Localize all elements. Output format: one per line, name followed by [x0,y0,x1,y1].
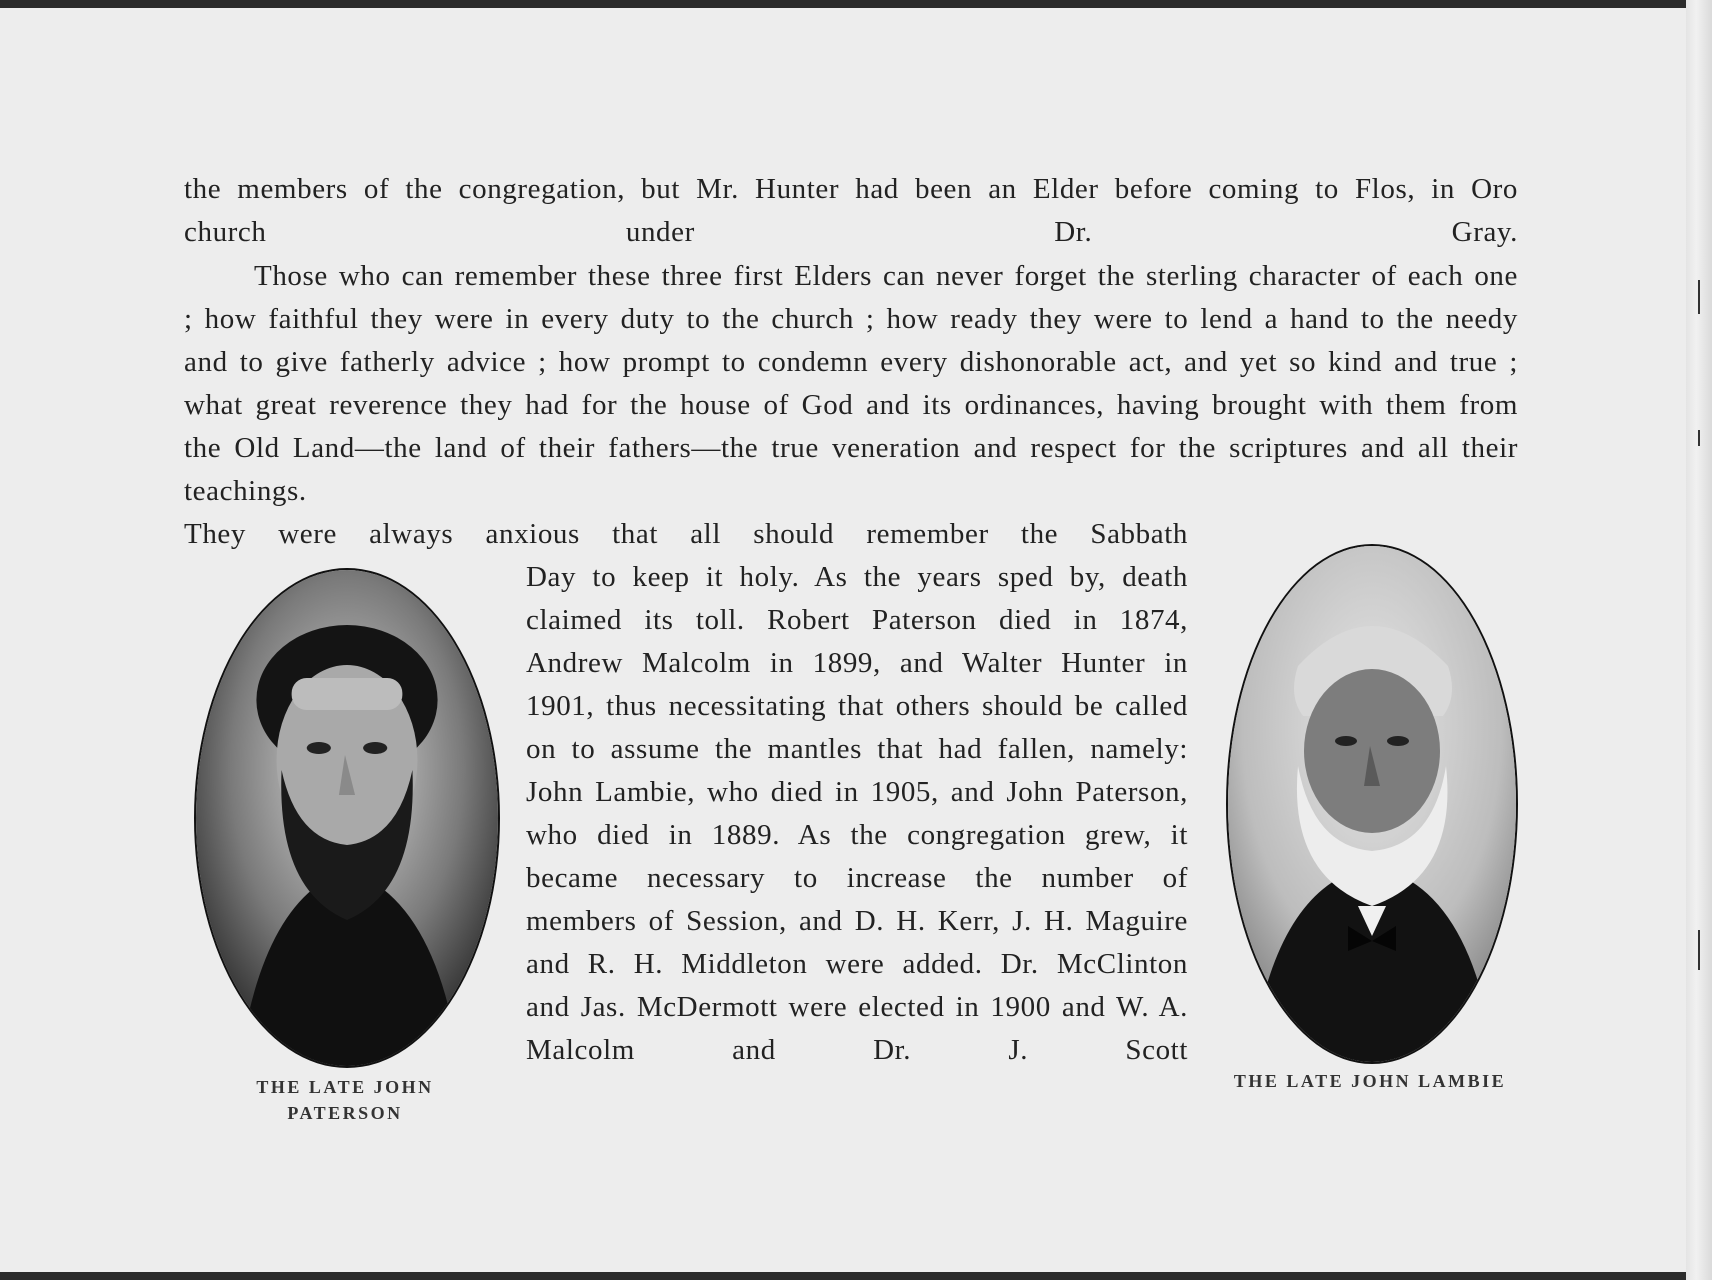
paragraph-intro: the members of the congregation, but Mr. Hunter had been an Elder before coming to Flos, in Oro church under Dr. Gray. [184,173,1518,248]
bearded-man-photo [196,570,498,1066]
caption-john-paterson: THE LATE JOHN PATERSON [256,1077,434,1123]
portrait-john-paterson [194,568,500,1068]
page-edge [1686,0,1712,1280]
scanned-page [0,8,1688,1272]
paragraph-main-top: Those who can remember these three first Elders can never forget the sterling character of each one ; how faithful they were in every duty to the church ; how ready they were to lend a hand to the needy and to give fatherly advice ; how prompt to condemn every dishonorable act, and yet so kind and true ; what great reverence they had for the house of God and its ordinances, having brought with them from the Old Land—the land of their fathers—the true veneration and respect for the scriptures and all their teachings. [184,260,1518,507]
portrait-john-lambie [1226,544,1518,1064]
caption-john-lambie: THE LATE JOHN LAMBIE [1233,1071,1507,1091]
paragraph-main-column: Day to keep it holy. As the years sped by, death claimed its toll. Robert Paterson died in 1874, Andrew Malcolm in 1899, and Walter Hunter in 1901, thus necessitating that others should be called on to assume the mantles that had fallen, namely: John Lambie, who died in 1905, and John Paterson, who died in 1889. As the congregation grew, it became necessary to increase the number of members of Session, and D. H. Kerr, J. H. Maguire and R. H. Middleton were added. Dr. McClinton and Jas. McDermott were elected in 1900 and W. A. Malcolm and Dr. J. Scott [526,561,1188,1066]
paragraph-main-mid: They were always anxious that all should remember the Sabbath [184,518,1188,550]
elderly-man-photo [1228,546,1516,1062]
